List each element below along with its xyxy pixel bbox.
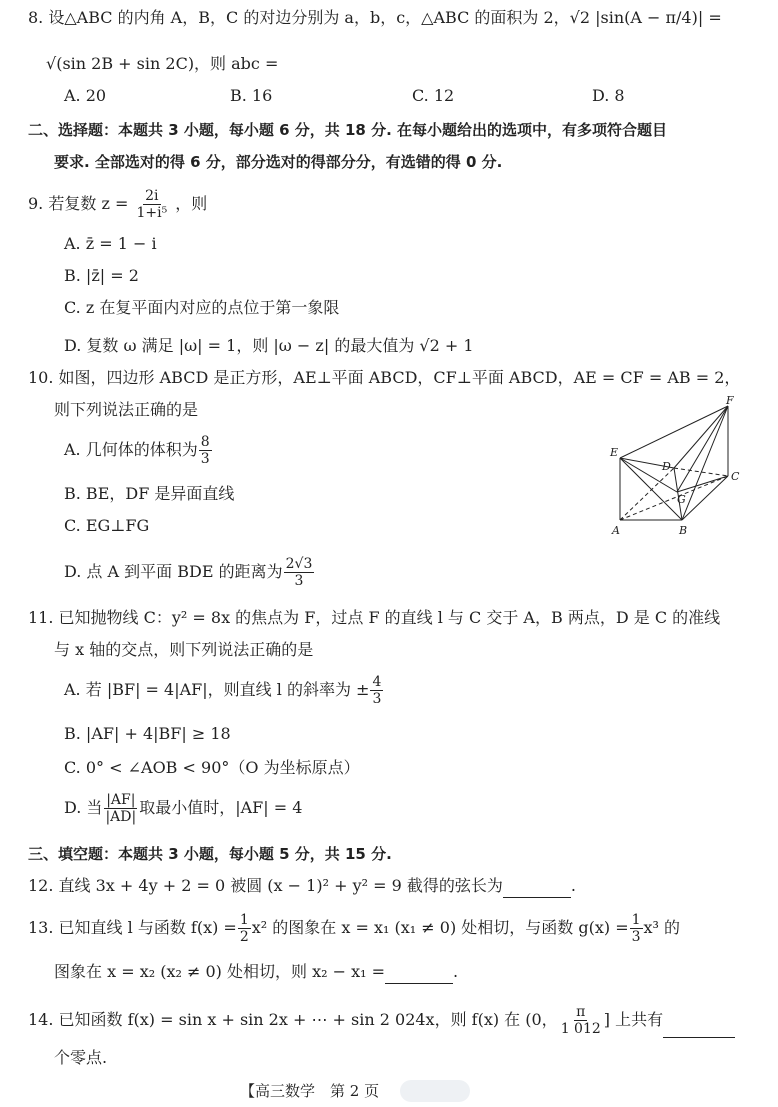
q10-option-d <box>64 554 315 590</box>
label-e: E <box>610 446 619 459</box>
section3-heading: 三、填空题：本题共 3 小题，每小题 5 分，共 15 分. <box>28 845 392 863</box>
q10-a-den: 3 <box>200 451 210 467</box>
q11-a-den: 3 <box>372 691 382 707</box>
q10-option-c: C. EG⊥FG <box>64 516 150 535</box>
q8-line2: √(sin 2B + sin 2C)，则 abc = <box>46 54 279 73</box>
q10-option-d-text: D. 点 A 到平面 BDE 的距离为 <box>64 562 283 581</box>
q10-option-b: B. BE，DF 是异面直线 <box>64 484 235 503</box>
q9-fraction <box>134 189 169 220</box>
q10-geometry-figure <box>600 392 750 540</box>
q14-answer-blank[interactable] <box>663 1021 735 1038</box>
scan-smudge <box>400 1080 470 1102</box>
q10-line2: 则下列说法正确的是 <box>54 400 199 419</box>
q11-option-a-fraction <box>370 675 383 706</box>
q13-fraction-2 <box>630 913 643 944</box>
edge-df <box>674 406 728 468</box>
q13-line2 <box>54 960 458 984</box>
page-footer: 【高三数学 第 2 页 <box>240 1082 380 1100</box>
q11-line2: 与 x 轴的交点，则下列说法正确的是 <box>54 640 314 659</box>
q9-frac-den: 1+i⁵ <box>136 205 168 221</box>
q13-end: . <box>453 962 459 981</box>
q9-stem-suffix: ，则 <box>175 194 208 213</box>
q10-option-d-fraction <box>284 557 315 588</box>
q14-part2: ] 上共有 <box>603 1010 664 1029</box>
q14-line2: 个零点. <box>54 1048 108 1067</box>
q9-option-b: B. |z̄| = 2 <box>64 266 139 285</box>
q9-option-c: C. z 在复平面内对应的点位于第一象限 <box>64 298 340 317</box>
q8-option-b: B. 16 <box>230 86 273 105</box>
q13-f2-den: 3 <box>631 929 641 945</box>
q10-d-den: 3 <box>294 573 304 589</box>
label-f: F <box>726 394 734 407</box>
edge-bc <box>682 476 728 520</box>
q11-option-c: C. 0° < ∠AOB < 90°（O 为坐标原点） <box>64 758 360 777</box>
q14-f-den: 1 012 <box>560 1021 601 1037</box>
q8-line1: 8. 设△ABC 的内角 A，B，C 的对边分别为 a，b，c，△ABC 的面积为 2，√2 |sin(A − π/4)| = <box>28 8 722 27</box>
q8-option-d: D. 8 <box>592 86 625 105</box>
edge-bf <box>682 406 728 520</box>
q12-text <box>28 874 576 898</box>
label-a: A <box>612 524 620 537</box>
q10-d-num: 2√3 <box>285 556 313 572</box>
q10-option-a <box>64 432 213 468</box>
hidden-edge-ac <box>620 476 728 520</box>
q12-stem: 12. 直线 3x + 4y + 2 = 0 被圆 (x − 1)² + y² = 9 截得的弦长为 <box>28 876 503 895</box>
q11-d-den: |AD| <box>105 809 137 825</box>
q11-option-a-text: A. 若 |BF| = 4|AF|，则直线 l 的斜率为 ± <box>64 680 370 699</box>
q13-f1-den: 2 <box>239 929 249 945</box>
edge-ef <box>620 406 728 458</box>
q11-line1: 11. 已知抛物线 C：y² = 8x 的焦点为 F，过点 F 的直线 l 与 C 交于 A，B 两点，D 是 C 的准线 <box>28 608 721 627</box>
q9-option-a: A. z̄ = 1 − i <box>64 234 157 253</box>
section2-heading-line2: 要求. 全部选对的得 6 分，部分选对的得部分分，有选错的得 0 分. <box>54 153 503 171</box>
label-c: C <box>731 470 740 483</box>
q11-option-b: B. |AF| + 4|BF| ≥ 18 <box>64 724 231 743</box>
q11-option-d-prefix: D. 当 <box>64 798 103 817</box>
q14-line1 <box>28 1002 735 1038</box>
section2-heading-line1: 二、选择题：本题共 3 小题，每小题 6 分，共 18 分. 在每小题给出的选项中，有多项符合题目 <box>28 121 668 139</box>
q10-option-a-text: A. 几何体的体积为 <box>64 440 198 459</box>
q9-stem-prefix: 9. 若复数 z = <box>28 194 129 213</box>
q13-line1 <box>28 910 680 946</box>
q13-part1: 13. 已知直线 l 与函数 f(x) = <box>28 918 237 937</box>
q11-option-d <box>64 788 302 828</box>
q13-fraction-1 <box>238 913 251 944</box>
label-d: D <box>662 460 671 473</box>
q10-line1: 10. 如图，四边形 ABCD 是正方形，AE⊥平面 ABCD，CF⊥平面 ABCD，AE = CF = AB = 2， <box>28 368 741 387</box>
label-b: B <box>679 524 688 537</box>
q13-part2: x² 的图象在 x = x₁ (x₁ ≠ 0) 处相切，与函数 g(x) = <box>251 918 629 937</box>
q11-option-d-suffix: 取最小值时，|AF| = 4 <box>139 798 303 817</box>
q9-option-d: D. 复数 ω 满足 |ω| = 1，则 |ω − z| 的最大值为 √2 + 1 <box>64 336 474 355</box>
q12-end: . <box>570 876 576 895</box>
q11-d-num: |AF| <box>106 792 136 808</box>
q10-option-a-fraction <box>199 435 212 466</box>
q12-answer-blank[interactable] <box>503 881 571 898</box>
q13-part3: x³ 的 <box>643 918 681 937</box>
q11-option-d-fraction <box>103 793 138 824</box>
q8-option-a: A. 20 <box>64 86 107 105</box>
q14-part1: 14. 已知函数 f(x) = sin x + sin 2x + ⋯ + sin 2 024x，则 f(x) 在 (0， <box>28 1010 558 1029</box>
q11-a-num: 4 <box>372 674 382 690</box>
q10-a-num: 8 <box>200 434 210 450</box>
q13-line2-text: 图象在 x = x₂ (x₂ ≠ 0) 处相切，则 x₂ − x₁ = <box>54 962 386 981</box>
label-g: G <box>677 493 686 506</box>
hidden-edge-ad <box>620 468 674 520</box>
q13-f1-num: 1 <box>239 912 249 928</box>
q9-frac-num: 2i <box>145 188 159 204</box>
q14-f-num: π <box>576 1004 586 1020</box>
q8-option-c: C. 12 <box>412 86 455 105</box>
q11-option-a <box>64 672 384 708</box>
q14-fraction <box>559 1005 603 1036</box>
q13-f2-num: 1 <box>631 912 641 928</box>
q9-stem <box>28 188 207 220</box>
q13-answer-blank[interactable] <box>385 967 453 984</box>
